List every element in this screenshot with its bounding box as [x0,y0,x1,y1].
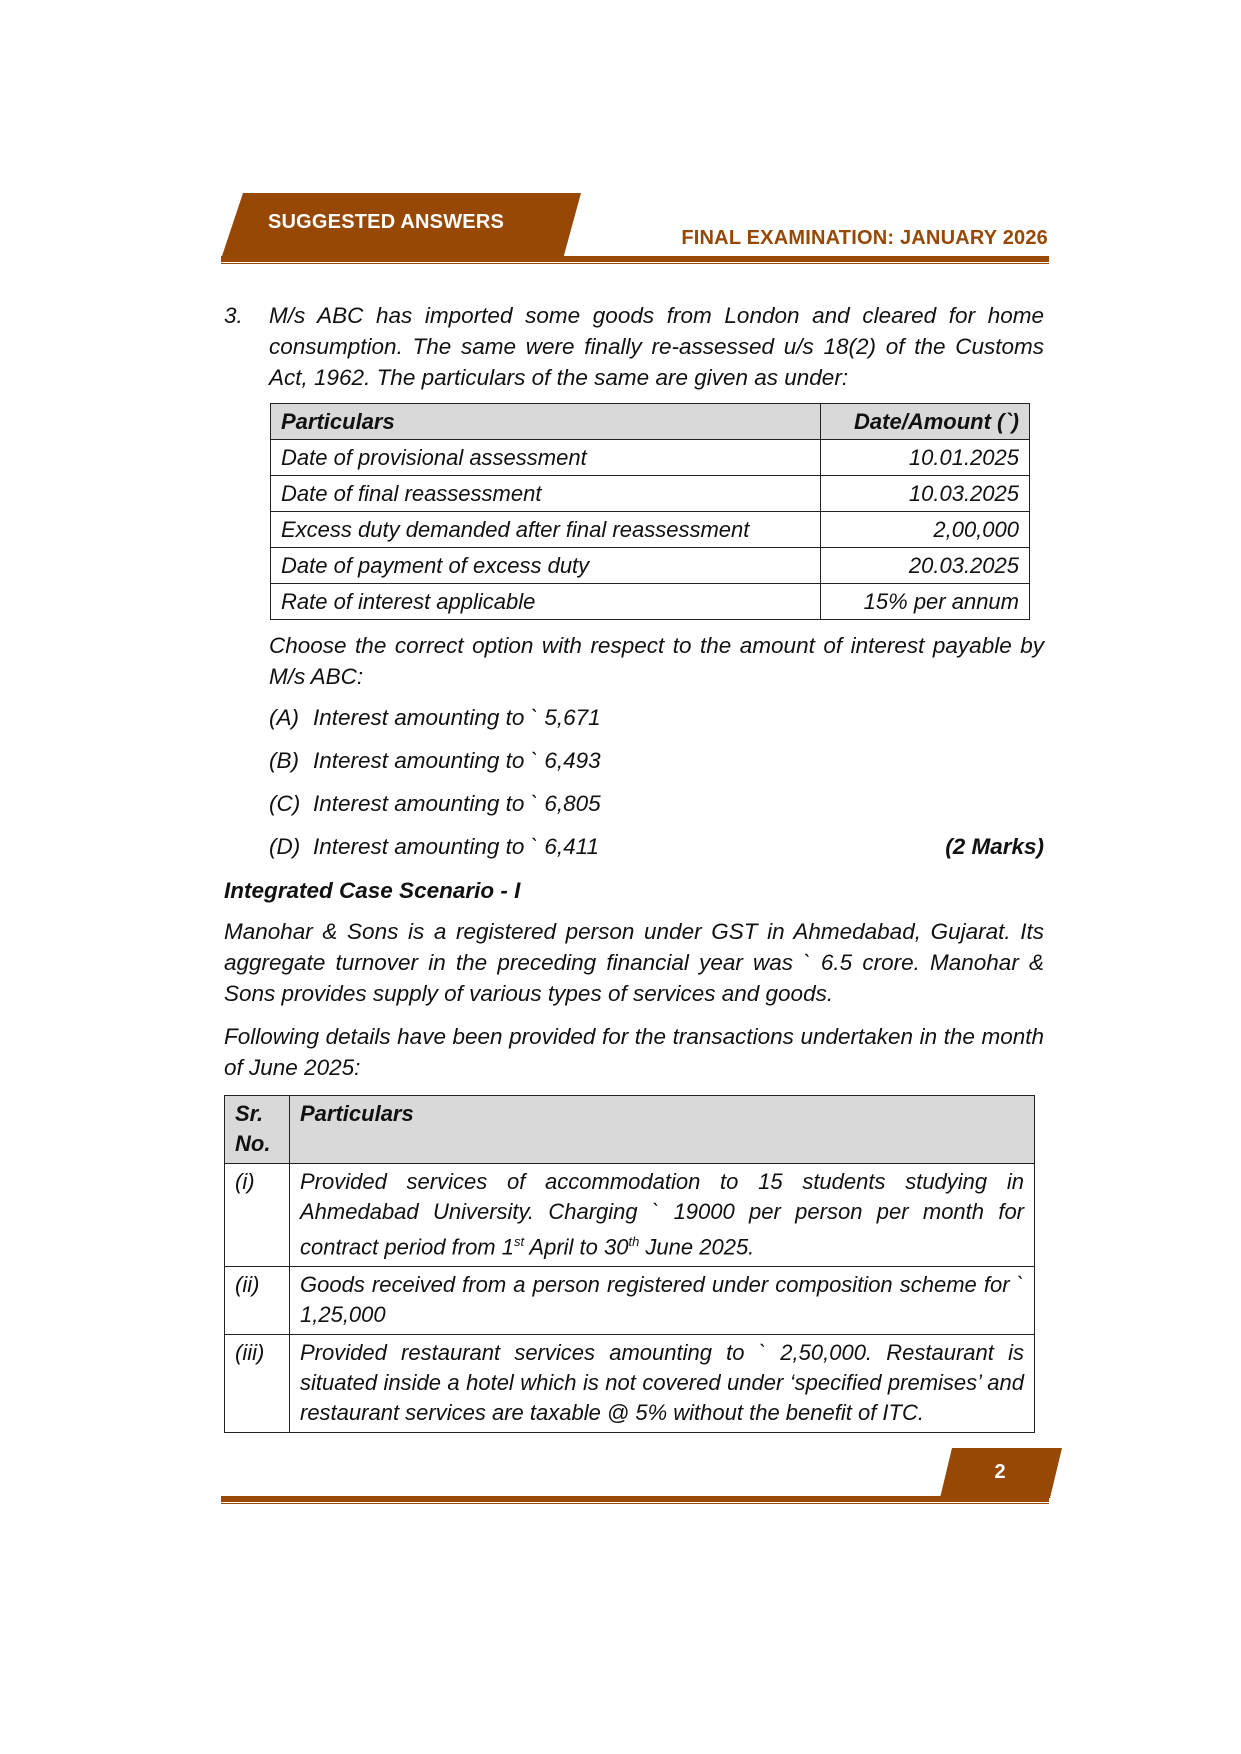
cell-value: 15% per annum [820,584,1029,620]
header-particulars: Particulars [290,1096,1035,1164]
option-label: (B) [269,748,299,773]
cell-sr: (i) [225,1164,290,1267]
transactions-table [224,1095,1035,1433]
table-header-row [271,404,1030,440]
cell-particular: Date of provisional assessment [271,440,821,476]
cell-particular: Excess duty demanded after final reassessment [271,512,821,548]
options-list [269,696,1044,868]
text-part: April to 30 [524,1234,629,1260]
header-sr-line1: Sr. [235,1101,264,1126]
case-paragraph-1: Manohar & Sons is a registered person under GST in Ahmedabad, Gujarat. Its aggregate turnover in the preceding financial year was ` 6.5 crore. Manohar & Sons provides supply of various types of services and goods. [224,919,1044,1006]
cell-value: 10.01.2025 [820,440,1029,476]
header-tab-label: SUGGESTED ANSWERS [267,211,505,233]
particulars-table [270,403,1030,620]
question-body [269,300,1044,868]
option-c [269,782,1044,825]
header-tab [221,193,581,259]
table-row [271,476,1030,512]
question-3 [224,300,1044,868]
case-paragraph-2: Following details have been provided for the transactions undertaken in the month of June 2025: [224,1024,1044,1080]
table-row [225,1335,1035,1433]
cell-value: 10.03.2025 [820,476,1029,512]
cell-sr: (iii) [225,1335,290,1433]
table-row [271,584,1030,620]
header-rule-thin [221,263,1049,264]
table-row [225,1164,1035,1267]
superscript: th [628,1234,640,1249]
text-part: Provided services of accommodation to 15 students studying in Ahmedabad University. Charging ` 19000 per person per month for contract period from 1 [300,1169,1024,1260]
header-sr-no [225,1096,290,1164]
table-row [271,548,1030,584]
table-header-row [225,1096,1035,1164]
cell-particular: Date of final reassessment [271,476,821,512]
footer-rule-thin [221,1503,1049,1504]
option-text: Interest amounting to ` 6,805 [313,791,601,816]
option-label: (D) [269,834,301,859]
option-text: Interest amounting to ` 6,411 [313,834,600,859]
header-rule [221,256,1049,262]
option-d [269,825,1044,868]
header-sr-line2: No. [235,1131,271,1156]
option-text: Interest amounting to ` 5,671 [313,705,601,730]
page-number-tab [940,1448,1062,1498]
page-content [224,300,1044,1433]
superscript: st [513,1234,525,1249]
option-label: (A) [269,705,299,730]
cell-value: 2,00,000 [820,512,1029,548]
header-date-amount: Date/Amount (`) [820,404,1029,440]
cell-particulars [290,1164,1035,1267]
exam-title: FINAL EXAMINATION: JANUARY 2026 [681,227,1048,249]
page-number: 2 [994,1461,1006,1483]
cell-particular: Rate of interest applicable [271,584,821,620]
cell-particulars: Provided restaurant services amounting to ` 2,50,000. Restaurant is situated inside a hotel which is not covered under ‘specified premises’ and restaurant services are taxable @ 5% without the benefit of ITC. [290,1335,1035,1433]
table-row [271,512,1030,548]
table-row [271,440,1030,476]
marks-label: (2 Marks) [945,834,1044,859]
question-intro: M/s ABC has imported some goods from London and cleared for home consumption. The same were finally re-assessed u/s 18(2) of the Customs Act, 1962. The particulars of the same are given as under: [269,303,1044,390]
footer-rule [221,1496,1049,1502]
cell-particulars: Goods received from a person registered under composition scheme for ` 1,25,000 [290,1267,1035,1335]
option-text: Interest amounting to ` 6,493 [313,748,601,773]
option-label: (C) [269,791,301,816]
cell-value: 20.03.2025 [820,548,1029,584]
option-a [269,696,1044,739]
case-scenario-title: Integrated Case Scenario - I [224,877,521,903]
question-prompt: Choose the correct option with respect to the amount of interest payable by M/s ABC: [269,633,1044,689]
cell-sr: (ii) [225,1267,290,1335]
cell-particular: Date of payment of excess duty [271,548,821,584]
question-number: 3. [224,303,243,328]
option-b [269,739,1044,782]
table-row [225,1267,1035,1335]
header-particulars: Particulars [271,404,821,440]
text-part: June 2025. [639,1234,755,1260]
